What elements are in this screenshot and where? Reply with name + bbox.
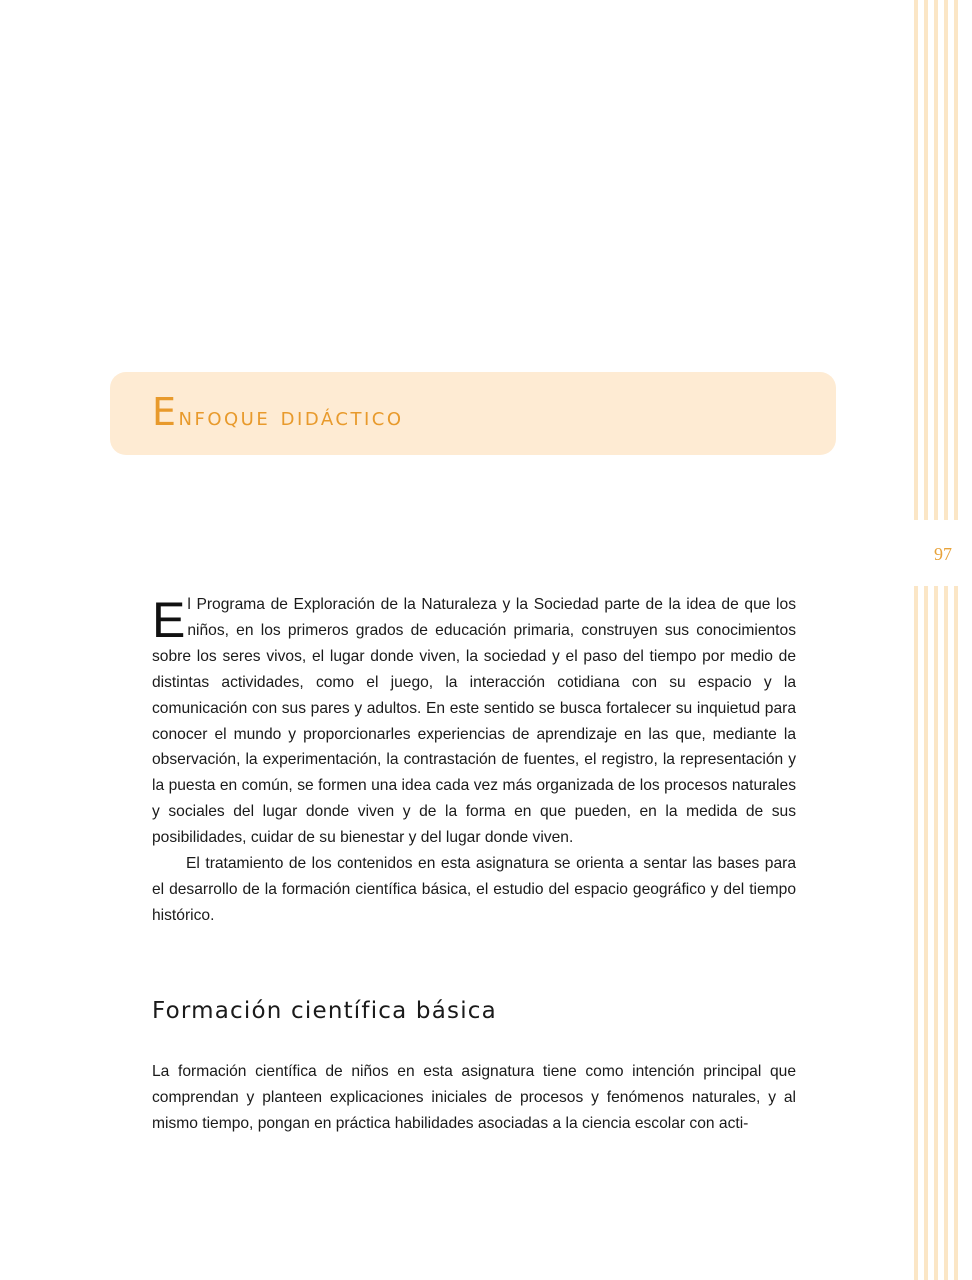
drop-cap: E bbox=[152, 592, 186, 648]
intro-paragraph-2: El tratamiento de los contenidos en esta asignatura se orienta a sentar las bases para el desarrollo de la formación científica básica, el estudio del espacio geográfico y del tiempo histórico. bbox=[152, 855, 796, 924]
section-banner bbox=[110, 372, 836, 455]
chapter-title: Enfoque didáctico bbox=[152, 390, 404, 434]
section-heading: Formación científica básica bbox=[152, 998, 497, 1024]
page-number: 97 bbox=[934, 544, 952, 564]
intro-paragraph-1 bbox=[152, 592, 796, 851]
intro-text bbox=[152, 592, 796, 929]
section-text bbox=[152, 1059, 796, 1137]
intro-paragraph-1-text: l Programa de Exploración de la Naturaleza y la Sociedad parte de la idea de que los niños, en los primeros grados de educación primaria, construyen sus conocimientos sobre los seres vivos, el lugar donde viven, la sociedad y el paso del tiempo por medio de distintas actividades, como el juego, la interacción cotidiana con su espacio y la comunicación con sus pares y adultos. En este sentido se busca fortalecer su inquietud para conocer el mundo y proporcionarles experiencias de aprendizaje en las que, mediante la observación, la experimentación, la contrastación de fuentes, el registro, la representación y la puesta en común, se formen una idea cada vez más organizada de los procesos naturales y sociales del lugar donde viven y de la forma en que pueden, en la medida de sus posibilidades, cuidar de su bienestar y del lugar donde viven. bbox=[152, 596, 796, 847]
decorative-margin-stripes bbox=[912, 0, 972, 1280]
section-paragraph: La formación científica de niños en esta asignatura tiene como intención principal que comprendan y planteen explicaciones iniciales de procesos y fenómenos naturales, y al mismo tiempo, pongan en práctica habilidades asociadas a la ciencia escolar con acti- bbox=[152, 1063, 796, 1132]
